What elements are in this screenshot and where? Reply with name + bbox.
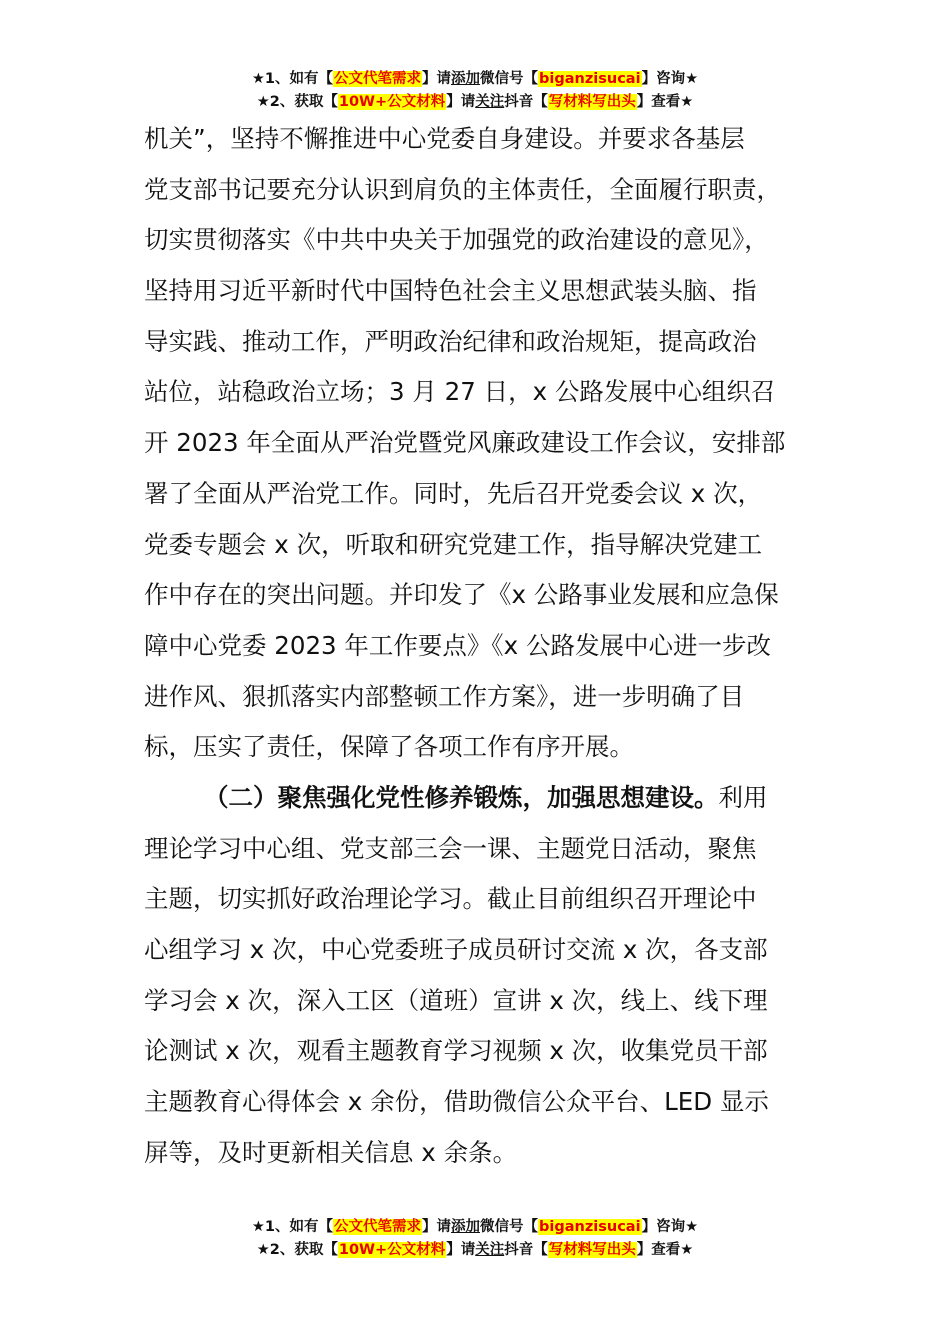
body-line: 坚持用习近平新时代中国特色社会主义思想武装头脑、指 [144, 276, 757, 306]
body-line: 导实践、推动工作，严明政治纪律和政治规矩，提高政治 [144, 326, 757, 356]
ad-text: 】查看★ [636, 1242, 694, 1258]
ad-footer-bottom [0, 1216, 950, 1262]
ad-text: 】咨询★ [641, 71, 699, 87]
ad-highlight: 10W+公文材料 [338, 94, 446, 110]
ad-douyin-id: 写材料写出头 [548, 1242, 636, 1258]
ad-text: 】咨询★ [641, 1219, 699, 1235]
body-line: 心组学习 x 次，中心党委班子成员研讨交流 x 次，各支部 [144, 935, 768, 964]
ad-text: ★1、如有【 [251, 71, 334, 87]
ad-text: 】查看★ [636, 94, 694, 110]
ad-text: 抖音【 [504, 94, 548, 110]
ad-underline: 添加 [451, 71, 481, 87]
ad-text: ★2、获取【 [256, 94, 338, 110]
ad-text: 微信号【 [480, 71, 539, 87]
body-line: 站位，站稳政治立场；3 月 27 日，x 公路发展中心组织召 [144, 377, 776, 407]
body-line: 党委专题会 x 次，听取和研究党建工作，指导解决党建工 [144, 529, 763, 559]
ad-douyin-id: 写材料写出头 [548, 94, 636, 110]
body-line: 进作风、狠抓落实内部整顿工作方案》，进一步明确了目 [144, 681, 745, 711]
section-heading: （二）聚焦强化党性修养锻炼，加强思想建设。 [204, 782, 719, 812]
ad-underline: 关注 [475, 1242, 505, 1258]
ad-header-top [0, 68, 950, 114]
ad-highlight: 公文代笔需求 [334, 1219, 422, 1235]
ad-text: 抖音【 [504, 1242, 548, 1258]
ad-text: 】请 [422, 71, 452, 87]
body-line: 作中存在的突出问题。并印发了《x 公路事业发展和应急保 [144, 580, 779, 610]
ad-text: ★2、获取【 [256, 1242, 338, 1258]
ad-highlight: 10W+公文材料 [338, 1242, 446, 1258]
body-line: 障中心党委 2023 年工作要点》《x 公路发展中心进一步改 [144, 630, 771, 660]
document-body [144, 114, 810, 1178]
ad-text: ★1、如有【 [251, 1219, 334, 1235]
body-line: 署了全面从严治党工作。同时，先后召开党委会议 x 次， [144, 478, 763, 508]
body-line: 标，压实了责任，保障了各项工作有序开展。 [144, 732, 634, 762]
body-line: 主题教育心得体会 x 余份，借助微信公众平台、LED 显示 [144, 1087, 769, 1117]
ad-line-1 [0, 68, 950, 91]
ad-underline: 添加 [451, 1219, 481, 1235]
ad-text: 】请 [446, 1242, 476, 1258]
body-line: 党支部书记要充分认识到肩负的主体责任，全面履行职责， [144, 174, 781, 204]
body-line: 学习会 x 次，深入工区（道班）宣讲 x 次，线上、线下理 [144, 985, 768, 1015]
body-line: 切实贯彻落实《中共中央关于加强党的政治建设的意见》， [144, 225, 769, 255]
body-line: 屏等，及时更新相关信息 x 余条。 [144, 1137, 518, 1167]
ad-text: 微信号【 [480, 1219, 539, 1235]
ad-wechat-id: biganzisucai [539, 1219, 641, 1235]
ad-line-2 [0, 91, 950, 114]
ad-highlight: 公文代笔需求 [334, 71, 422, 87]
body-text: 利用 [718, 782, 768, 812]
ad-line-2 [0, 1239, 950, 1262]
section-heading-line [144, 773, 810, 824]
body-line: 机关”，坚持不懈推进中心党委自身建设。并要求各基层 [144, 124, 745, 153]
ad-line-1 [0, 1216, 950, 1239]
ad-underline: 关注 [475, 94, 505, 110]
body-line: 论测试 x 次，观看主题教育学习视频 x 次，收集党员干部 [144, 1036, 768, 1066]
body-line: 理论学习中心组、党支部三会一课、主题党日活动，聚焦 [144, 833, 757, 863]
ad-text: 】请 [446, 94, 476, 110]
body-line: 主题，切实抓好政治理论学习。截止目前组织召开理论中 [144, 884, 757, 914]
body-line: 开 2023 年全面从严治党暨党风廉政建设工作会议，安排部 [144, 428, 786, 458]
ad-wechat-id: biganzisucai [539, 71, 641, 87]
ad-text: 】请 [422, 1219, 452, 1235]
